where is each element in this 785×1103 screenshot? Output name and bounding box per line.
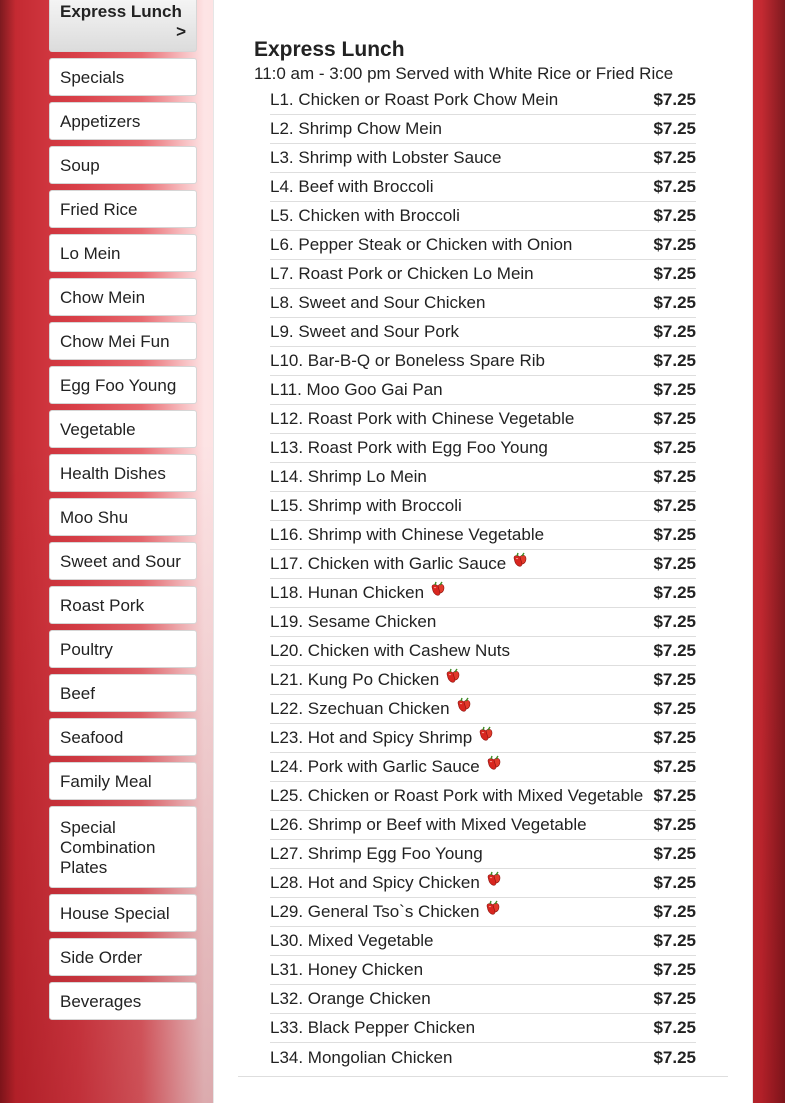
menu-item-name-text: L22. Szechuan Chicken (270, 699, 450, 718)
menu-item-name-text: L26. Shrimp or Beef with Mixed Vegetable (270, 815, 587, 834)
menu-item-price: $7.25 (653, 612, 696, 631)
menu-item-name (270, 728, 495, 748)
menu-item[interactable] (270, 115, 696, 144)
menu-item-price: $7.25 (653, 583, 696, 602)
menu-item-name-text: L9. Sweet and Sour Pork (270, 322, 460, 341)
menu-item-price: $7.25 (653, 351, 696, 370)
menu-item-name (270, 989, 431, 1009)
menu-item-name-text: L3. Shrimp with Lobster Sauce (270, 148, 502, 167)
menu-item-name (270, 583, 447, 603)
menu-item-name-text: L28. Hot and Spicy Chicken (270, 873, 480, 892)
menu-item[interactable] (270, 695, 696, 724)
menu-panel (213, 0, 753, 1103)
menu-item-name-text: L30. Mixed Vegetable (270, 931, 434, 950)
category-fried-rice[interactable]: Fried Rice (49, 190, 197, 228)
menu-item-name-text: L11. Moo Goo Gai Pan (270, 380, 443, 399)
menu-item[interactable] (270, 347, 696, 376)
hot-pepper-icon (455, 697, 473, 713)
menu-item[interactable] (270, 86, 696, 115)
hot-pepper-icon (429, 581, 447, 597)
category-soup[interactable]: Soup (49, 146, 197, 184)
menu-item-price: $7.25 (653, 554, 696, 573)
menu-item-name-text: L18. Hunan Chicken (270, 583, 425, 602)
menu-item-price: $7.25 (653, 1047, 696, 1067)
category-specials[interactable]: Specials (49, 58, 197, 96)
menu-item-price: $7.25 (653, 641, 696, 660)
category-chow-mein[interactable]: Chow Mein (49, 278, 197, 316)
menu-item[interactable] (270, 753, 696, 782)
menu-item-name (270, 90, 558, 110)
menu-item-name (270, 438, 548, 458)
menu-item[interactable] (270, 173, 696, 202)
menu-item-name-text: L24. Pork with Garlic Sauce (270, 757, 480, 776)
menu-item[interactable] (270, 1014, 696, 1043)
menu-item-name (270, 902, 502, 922)
menu-item-price: $7.25 (653, 496, 696, 515)
menu-item[interactable] (270, 492, 696, 521)
menu-item-name-text: L34. Mongolian Chicken (270, 1047, 453, 1067)
menu-item-price: $7.25 (653, 264, 696, 283)
section-title: Express Lunch (254, 38, 405, 61)
menu-item-price: $7.25 (653, 438, 696, 457)
menu-item[interactable] (270, 521, 696, 550)
menu-item-price: $7.25 (653, 699, 696, 718)
menu-item-name-text: L32. Orange Chicken (270, 989, 431, 1008)
menu-item-name (270, 206, 460, 226)
menu-item-name (270, 177, 433, 197)
menu-item-name (270, 931, 434, 951)
menu-item-name (270, 380, 443, 400)
category-family-meal[interactable]: Family Meal (49, 762, 197, 800)
menu-item[interactable] (270, 260, 696, 289)
menu-item-price: $7.25 (653, 873, 696, 892)
menu-item-price: $7.25 (653, 148, 696, 167)
category-house-special[interactable]: House Special (49, 894, 197, 932)
menu-item-name-text: L20. Chicken with Cashew Nuts (270, 641, 511, 660)
menu-item-price: $7.25 (653, 670, 696, 689)
menu-item-name-text: L8. Sweet and Sour Chicken (270, 293, 486, 312)
menu-item-name (270, 699, 473, 719)
menu-item-name-text: L17. Chicken with Garlic Sauce (270, 554, 507, 573)
express-lunch-section (238, 38, 728, 1077)
category-chow-mei-fun[interactable]: Chow Mei Fun (49, 322, 197, 360)
section-divider (238, 1076, 728, 1077)
menu-item-price: $7.25 (653, 119, 696, 138)
menu-item[interactable] (270, 898, 696, 927)
menu-item-name-text: L16. Shrimp with Chinese Vegetable (270, 525, 545, 544)
menu-item[interactable] (270, 202, 696, 231)
active-arrow-icon: > (176, 22, 186, 41)
menu-item-name-text: L14. Shrimp Lo Mein (270, 467, 427, 486)
menu-item-price: $7.25 (653, 960, 696, 979)
menu-item-price: $7.25 (653, 235, 696, 254)
menu-item-name-text: L5. Chicken with Broccoli (270, 206, 460, 225)
menu-item-name (270, 554, 529, 574)
menu-item-name (270, 670, 462, 690)
category-egg-foo-young[interactable]: Egg Foo Young (49, 366, 197, 404)
menu-item-name (270, 1048, 452, 1068)
hot-pepper-icon (485, 871, 503, 887)
menu-item-price: $7.25 (653, 728, 696, 747)
menu-item[interactable] (270, 782, 696, 811)
menu-item-name (270, 264, 534, 284)
menu-item-name-text: L13. Roast Pork with Egg Foo Young (270, 438, 548, 457)
menu-item-name (270, 322, 459, 342)
menu-item-name-text: L33. Black Pepper Chicken (270, 1018, 476, 1037)
menu-item-name (270, 235, 572, 255)
menu-item-name (270, 148, 502, 168)
category-appetizers[interactable]: Appetizers (49, 102, 197, 140)
menu-item-name (270, 351, 545, 371)
hot-pepper-icon (477, 726, 495, 742)
category-sidebar (49, 0, 197, 1026)
category-health-dishes[interactable]: Health Dishes (49, 454, 197, 492)
menu-item[interactable] (270, 144, 696, 173)
menu-item-name (270, 1018, 475, 1038)
category-roast-pork[interactable]: Roast Pork (49, 586, 197, 624)
menu-item[interactable] (270, 811, 696, 840)
menu-item[interactable] (270, 463, 696, 492)
menu-item-price: $7.25 (653, 380, 696, 399)
menu-item-name (270, 844, 483, 864)
menu-item-name-text: L25. Chicken or Roast Pork with Mixed Vegetable (270, 786, 644, 805)
hot-pepper-icon (484, 900, 502, 916)
menu-item-name-text: L29. General Tso`s Chicken (270, 902, 480, 921)
menu-item-price: $7.25 (653, 931, 696, 950)
category-list (49, 58, 197, 1020)
menu-item-price: $7.25 (653, 293, 696, 312)
menu-item[interactable] (270, 405, 696, 434)
menu-item[interactable] (270, 289, 696, 318)
menu-item[interactable] (270, 869, 696, 898)
menu-item-name-text: L12. Roast Pork with Chinese Vegetable (270, 409, 575, 428)
menu-item[interactable] (270, 956, 696, 985)
menu-item[interactable] (270, 434, 696, 463)
menu-item-name-text: L2. Shrimp Chow Mein (270, 119, 442, 138)
menu-item-name (270, 409, 574, 429)
menu-item[interactable] (270, 840, 696, 869)
menu-item-name-text: L15. Shrimp with Broccoli (270, 496, 462, 515)
menu-item-price: $7.25 (653, 815, 696, 834)
menu-item-name-text: L10. Bar-B-Q or Boneless Spare Rib (270, 351, 545, 370)
category-vegetable[interactable]: Vegetable (49, 410, 197, 448)
menu-item[interactable] (270, 376, 696, 405)
menu-item-name (270, 119, 442, 139)
hot-pepper-icon (444, 668, 462, 684)
category-special-combination-plates[interactable]: Special Combination Plates (49, 806, 197, 888)
menu-item-price: $7.25 (653, 409, 696, 428)
menu-item-name (270, 467, 427, 487)
menu-item-name (270, 815, 587, 835)
menu-item-price: $7.25 (653, 177, 696, 196)
menu-item[interactable] (270, 724, 696, 753)
menu-item-price: $7.25 (653, 902, 696, 921)
menu-item[interactable] (270, 608, 696, 637)
menu-item-price: $7.25 (653, 525, 696, 544)
category-lo-mein[interactable]: Lo Mein (49, 234, 197, 272)
menu-item-name (270, 960, 423, 980)
category-label: Express Lunch (60, 2, 182, 21)
menu-item[interactable] (270, 318, 696, 347)
category-sweet-and-sour[interactable]: Sweet and Sour (49, 542, 197, 580)
menu-item-price: $7.25 (653, 467, 696, 486)
menu-item[interactable] (270, 666, 696, 695)
menu-item-price: $7.25 (653, 989, 696, 1008)
menu-item-name-text: L6. Pepper Steak or Chicken with Onion (270, 235, 573, 254)
category-seafood[interactable]: Seafood (49, 718, 197, 756)
menu-item-name (270, 873, 503, 893)
menu-item-name (270, 525, 544, 545)
section-subtitle: 11:0 am - 3:00 pm Served with White Rice or Fried Rice (254, 64, 674, 83)
menu-item[interactable] (270, 637, 696, 666)
hot-pepper-icon (511, 552, 529, 568)
menu-item[interactable] (270, 1043, 696, 1072)
menu-item-name-text: L4. Beef with Broccoli (270, 177, 434, 196)
menu-item-name-text: L19. Sesame Chicken (270, 612, 437, 631)
menu-item[interactable] (270, 927, 696, 956)
category-express-lunch[interactable] (49, 0, 197, 52)
menu-item-name (270, 641, 510, 661)
menu-item-name-text: L1. Chicken or Roast Pork Chow Mein (270, 90, 559, 109)
menu-item-price: $7.25 (653, 90, 696, 109)
menu-item[interactable] (270, 231, 696, 260)
menu-item-price: $7.25 (653, 844, 696, 863)
menu-item-list (270, 86, 696, 1072)
category-side-order[interactable]: Side Order (49, 938, 197, 976)
menu-item-price: $7.25 (653, 206, 696, 225)
menu-item-name-text: L27. Shrimp Egg Foo Young (270, 844, 483, 863)
menu-item-name-text: L21. Kung Po Chicken (270, 670, 440, 689)
menu-item-name (270, 786, 643, 806)
menu-item[interactable] (270, 550, 696, 579)
hot-pepper-icon (485, 755, 503, 771)
menu-item-name (270, 757, 503, 777)
category-moo-shu[interactable]: Moo Shu (49, 498, 197, 536)
category-poultry[interactable]: Poultry (49, 630, 197, 668)
category-beverages[interactable]: Beverages (49, 982, 197, 1020)
menu-item[interactable] (270, 985, 696, 1014)
menu-item-price: $7.25 (653, 786, 696, 805)
menu-item-name (270, 496, 462, 516)
menu-item-name-text: L23. Hot and Spicy Shrimp (270, 728, 473, 747)
menu-item-price: $7.25 (653, 322, 696, 341)
menu-item[interactable] (270, 579, 696, 608)
menu-item-name (270, 612, 436, 632)
category-beef[interactable]: Beef (49, 674, 197, 712)
menu-item-name-text: L7. Roast Pork or Chicken Lo Mein (270, 264, 534, 283)
menu-item-price: $7.25 (653, 1018, 696, 1037)
menu-item-name (270, 293, 485, 313)
menu-item-price: $7.25 (653, 757, 696, 776)
menu-item-name-text: L31. Honey Chicken (270, 960, 424, 979)
